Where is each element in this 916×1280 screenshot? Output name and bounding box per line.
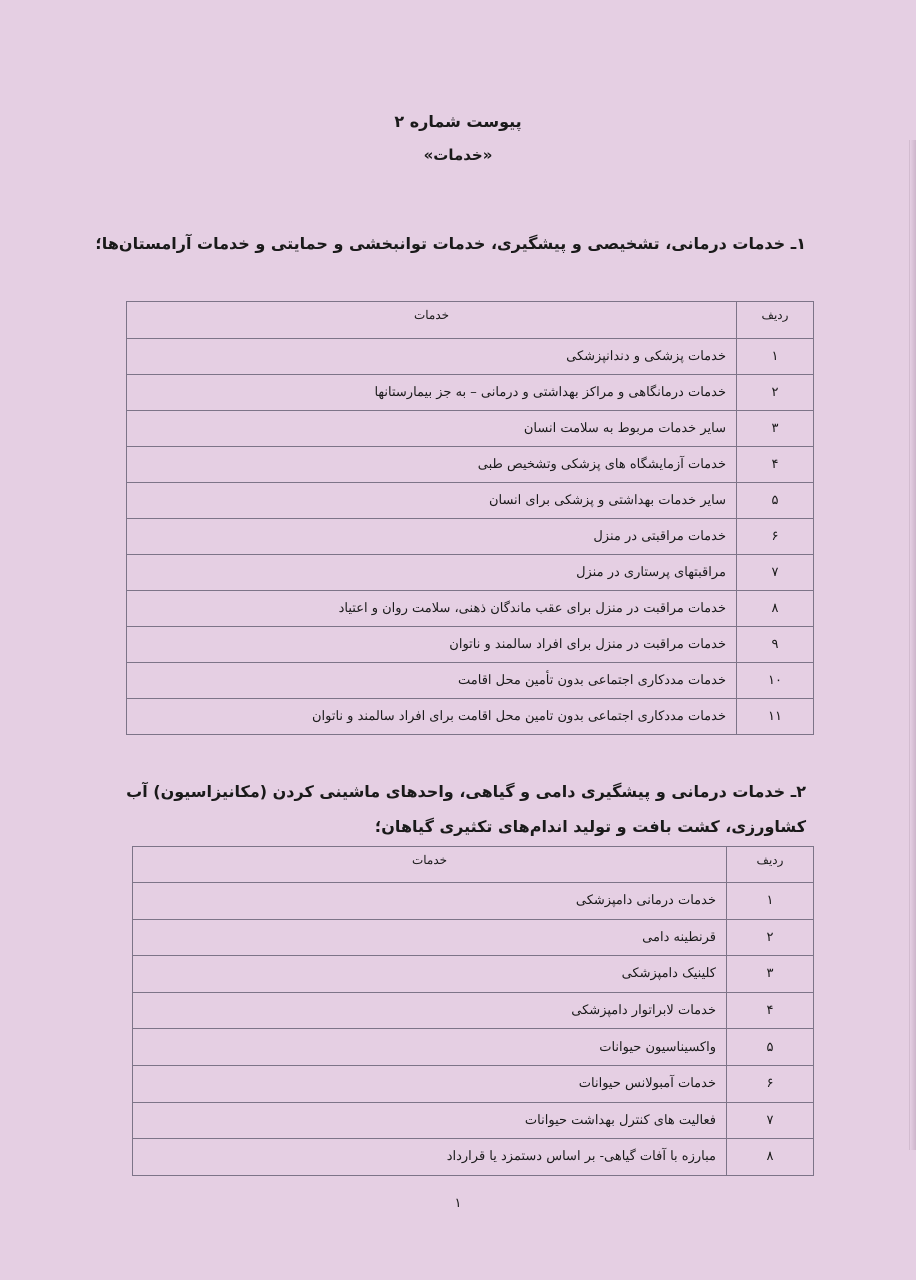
document-subtitle: «خدمات» xyxy=(423,146,493,164)
row-number-cell: ۴ xyxy=(737,447,814,483)
row-number-cell: ۴ xyxy=(727,992,814,1029)
row-number-cell: ۵ xyxy=(737,483,814,519)
service-cell: خدمات آزمایشگاه های پزشکی وتشخیص طبی xyxy=(127,447,737,483)
table-row xyxy=(133,1139,814,1176)
table-row xyxy=(127,663,814,699)
row-number-cell: ۹ xyxy=(737,627,814,663)
service-cell: مراقبتهای پرستاری در منزل xyxy=(127,555,737,591)
table-header-row xyxy=(127,302,814,339)
service-cell: خدمات مراقبتی در منزل xyxy=(127,519,737,555)
page-number: ۱ xyxy=(454,1196,462,1211)
service-cell: فعالیت های کنترل بهداشت حیوانات xyxy=(133,1102,727,1139)
document-title: پیوست شماره ۲ xyxy=(394,112,522,131)
row-number-cell: ۶ xyxy=(727,1065,814,1102)
table-row xyxy=(127,555,814,591)
table-row xyxy=(133,1102,814,1139)
column-header-service: خدمات xyxy=(127,302,737,339)
service-cell: خدمات درمانگاهی و مراکز بهداشتی و درمانی – به جز بیمارستانها xyxy=(127,375,737,411)
row-number-cell: ۸ xyxy=(727,1139,814,1176)
row-number-cell: ۲ xyxy=(727,919,814,956)
row-number-cell: ۶ xyxy=(737,519,814,555)
row-number-cell: ۸ xyxy=(737,591,814,627)
table-header-row xyxy=(133,847,814,883)
row-number-cell: ۷ xyxy=(727,1102,814,1139)
page-edge-shadow xyxy=(909,140,916,1150)
table-row xyxy=(133,992,814,1029)
row-number-cell: ۵ xyxy=(727,1029,814,1066)
table-row xyxy=(127,483,814,519)
column-header-row-no: ردیف xyxy=(737,302,814,339)
table-row xyxy=(127,627,814,663)
section2-services-table xyxy=(132,846,814,1176)
table-row xyxy=(127,591,814,627)
service-cell: واکسیناسیون حیوانات xyxy=(133,1029,727,1066)
service-cell: خدمات مددکاری اجتماعی بدون تامین محل اقامت برای افراد سالمند و ناتوان xyxy=(127,699,737,735)
section1-services-table xyxy=(126,301,814,735)
row-number-cell: ۳ xyxy=(727,956,814,993)
table-row xyxy=(133,919,814,956)
section1-heading: ۱ـ خدمات درمانی، تشخیصی و پیشگیری، خدمات توانبخشی و حمایتی و خدمات آرامستان‌ها؛ xyxy=(95,234,806,253)
service-cell: کلینیک دامپزشکی xyxy=(133,956,727,993)
table-row xyxy=(127,447,814,483)
table-row xyxy=(133,956,814,993)
row-number-cell: ۱۱ xyxy=(737,699,814,735)
section2-heading-line1: ۲ـ خدمات درمانی و پیشگیری دامی و گیاهی، واحدهای ماشینی کردن (مکانیزاسیون) آب xyxy=(126,782,806,801)
service-cell: خدمات درمانی دامپزشکی xyxy=(133,883,727,920)
table-row xyxy=(127,519,814,555)
service-cell: خدمات لابراتوار دامپزشکی xyxy=(133,992,727,1029)
column-header-service: خدمات xyxy=(133,847,727,883)
row-number-cell: ۷ xyxy=(737,555,814,591)
row-number-cell: ۱۰ xyxy=(737,663,814,699)
table-row xyxy=(127,699,814,735)
service-cell: سایر خدمات بهداشتی و پزشکی برای انسان xyxy=(127,483,737,519)
service-cell: سایر خدمات مربوط به سلامت انسان xyxy=(127,411,737,447)
table-row xyxy=(127,339,814,375)
service-cell: خدمات آمبولانس حیوانات xyxy=(133,1065,727,1102)
section2-heading-line2: کشاورزی، کشت بافت و تولید اندام‌های تکثیری گیاهان؛ xyxy=(374,817,806,836)
row-number-cell: ۳ xyxy=(737,411,814,447)
column-header-row-no: ردیف xyxy=(727,847,814,883)
service-cell: مبارزه با آفات گیاهی- بر اساس دستمزد یا قرارداد xyxy=(133,1139,727,1176)
table-row xyxy=(133,1029,814,1066)
service-cell: خدمات پزشکی و دندانپزشکی xyxy=(127,339,737,375)
service-cell: خدمات مراقبت در منزل برای عقب ماندگان ذهنی، سلامت روان و اعتیاد xyxy=(127,591,737,627)
table-row xyxy=(133,883,814,920)
row-number-cell: ۱ xyxy=(737,339,814,375)
row-number-cell: ۱ xyxy=(727,883,814,920)
row-number-cell: ۲ xyxy=(737,375,814,411)
table-row xyxy=(127,375,814,411)
table-row xyxy=(133,1065,814,1102)
service-cell: خدمات مراقبت در منزل برای افراد سالمند و ناتوان xyxy=(127,627,737,663)
table-row xyxy=(127,411,814,447)
service-cell: قرنطینه دامی xyxy=(133,919,727,956)
service-cell: خدمات مددکاری اجتماعی بدون تأمین محل اقامت xyxy=(127,663,737,699)
